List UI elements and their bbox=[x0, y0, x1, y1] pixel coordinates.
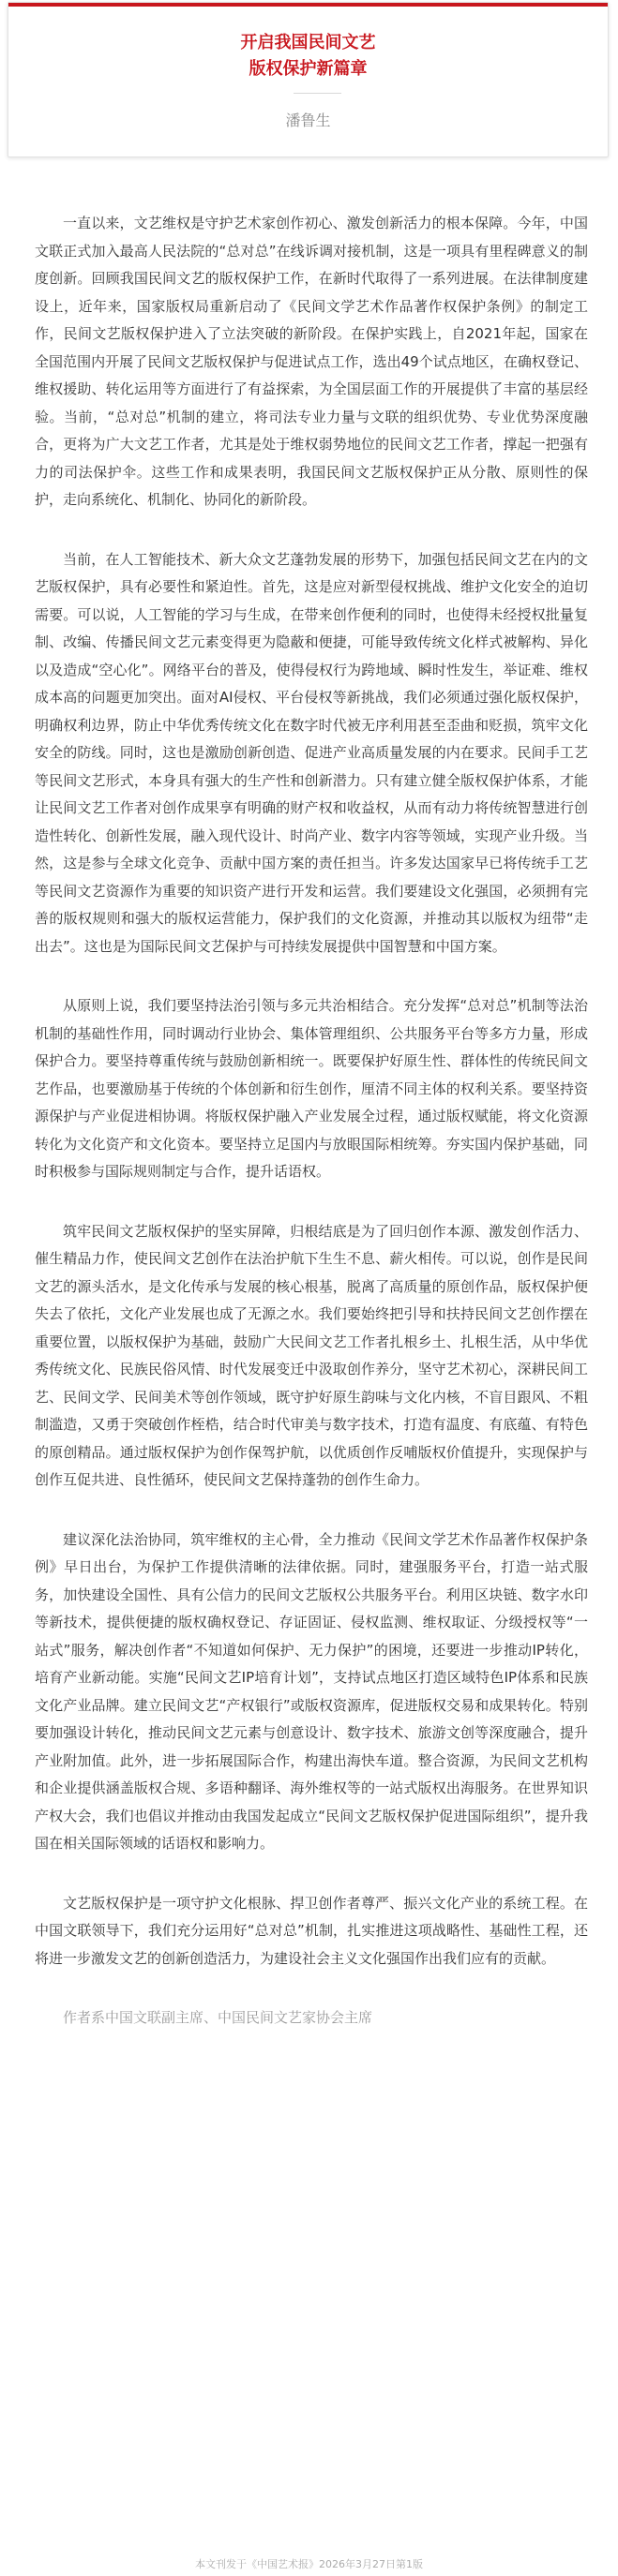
article-title-line-1: 开启我国民间文艺 bbox=[240, 33, 376, 52]
article-paragraph-6: 文艺版权保护是一项守护文化根脉、捍卫创作者尊严、振兴文化产业的系统工程。在中国文联领导下，我们充分运用好“总对总”机制，扎实推进这项战略性、基础性工程，还将进一步激发文艺的创新创造活力，为建设社会主义文化强国作出我们应有的贡献。 bbox=[35, 1894, 588, 1967]
header-accent-bar bbox=[8, 3, 608, 7]
article-body bbox=[35, 210, 588, 2064]
article-paragraph-3: 从原则上说，我们要坚持法治引领与多元共治相结合。充分发挥“总对总”机制等法治机制的基础性作用，同时调动行业协会、集体管理组织、公共服务平台等多方力量，形成保护合力。要坚持尊重传统与鼓励创新相统一。既要保护好原生性、群体性的传统民间文艺作品，也要激励基于传统的个体创新和衍生创作，厘清不同主体的权利关系。要坚持资源保护与产业促进相协调。将版权保护融入产业发展全过程，通过版权赋能，将文化资源转化为文化资产和文化资本。要坚持立足国内与放眼国际相统筹。夯实国内保护基础，同时积极参与国际规则制定与合作，提升话语权。 bbox=[35, 997, 588, 1180]
article-paragraph-4: 筑牢民间文艺版权保护的坚实屏障，归根结底是为了回归创作本源、激发创作活力、催生精品力作，使民间文艺创作在法治护航下生生不息、薪火相传。可以说，创作是民间文艺的源头活水，是文化传承与发展的核心根基，脱离了高质量的原创作品，版权保护便失去了依托，文化产业发展也成了无源之水。我们要始终把引导和扶持民间文艺创作摆在重要位置，以版权保护为基础，鼓励广大民间文艺工作者扎根乡土、扎根生活，从中华优秀传统文化、民族民俗风情、时代发展变迁中汲取创作养分，坚守艺术初心，深耕民间工艺、民间文学、民间美术等创作领域，既守护好原生韵味与文化内核，不盲目跟风、不粗制滥造，又勇于突破创作桎梏，结合时代审美与数字技术，打造有温度、有底蕴、有特色的原创精品。通过版权保护为创作保驾护航，以优质创作反哺版权价值提升，实现保护与创作互促共进、良性循环，使民间文艺保持蓬勃的创作生命力。 bbox=[35, 1222, 588, 1488]
article-paragraph-5: 建议深化法治协同，筑牢维权的主心骨，全力推动《民间文学艺术作品著作权保护条例》早日出台，为保护工作提供清晰的法律依据。同时，建强服务平台，打造一站式服务，加快建设全国性、具有公信力的民间文艺版权公共服务平台。利用区块链、数字水印等新技术，提供便捷的版权确权登记、存证固证、侵权监测、维权取证、分级授权等“一站式”服务，解决创作者“不知道如何保护、无力保护”的困境，还要进一步推动IP转化，培育产业新动能。实施“民间文艺IP培育计划”，支持试点地区打造区域特色IP体系和民族文化产业品牌。建立民间文艺“产权银行”或版权资源库，促进版权交易和成果转化。特别要加强设计转化，推动民间文艺元素与创意设计、数字技术、旅游文创等深度融合，提升产业附加值。此外，进一步拓展国际合作，构建出海快车道。整合资源，为民间文艺机构和企业提供涵盖版权合规、多语种翻译、海外维权等的一站式版权出海服务。在世界知识产权大会，我们也倡议并推动由我国发起成立“民间文艺版权保护促进国际组织”，提升我国在相关国际领域的话语权和影响力。 bbox=[35, 1530, 588, 1852]
article-paragraph-1: 一直以来，文艺维权是守护艺术家创作初心、激发创新活力的根本保障。今年，中国文联正式加入最高人民法院的“总对总”在线诉调对接机制，这是一项具有里程碑意义的制度创新。回顾我国民间文艺的版权保护工作，在新时代取得了一系列进展。在法律制度建设上，近年来，国家版权局重新启动了《民间文学艺术作品著作权保护条例》的制定工作，民间文艺版权保护进入了立法突破的新阶段。在保护实践上，自2021年起，国家在全国范围内开展了民间文艺版权保护与促进试点工作，选出49个试点地区，在确权登记、维权援助、转化运用等方面进行了有益探索，为全国层面工作的开展提供了丰富的基层经验。当前，“总对总”机制的建立，将司法专业力量与文联的组织优势、专业优势深度融合，更将为广大文艺工作者，尤其是处于维权弱势地位的民间文艺工作者，撑起一把强有力的司法保护伞。这些工作和成果表明，我国民间文艺版权保护正从分散、原则性的保护，走向系统化、机制化、协同化的新阶段。 bbox=[35, 215, 588, 508]
author-byline: 作者系中国文联副主席、中国民间文艺家协会主席 bbox=[63, 2009, 373, 2026]
article-header-card bbox=[8, 2, 609, 157]
source-note: 本文刊发于《中国艺术报》2026年3月27日第1版 bbox=[195, 2558, 423, 2570]
article-paragraph-2: 当前，在人工智能技术、新大众文艺蓬勃发展的形势下，加强包括民间文艺在内的文艺版权保护，具有必要性和紧迫性。首先，这是应对新型侵权挑战、维护文化安全的迫切需要。可以说，人工智能的学习与生成，在带来创作便利的同时，也使得未经授权批量复制、改编、传播民间文艺元素变得更为隐蔽和便捷，可能导致传统文化样式被解构、异化以及造成“空心化”。网络平台的普及，使得侵权行为跨地域、瞬时性发生，举证难、维权成本高的问题更加突出。面对AI侵权、平台侵权等新挑战，我们必须通过强化版权保护，明确权利边界，防止中华优秀传统文化在数字时代被无序利用甚至歪曲和贬损，筑牢文化安全的防线。同时，这也是激励创新创造、促进产业高质量发展的内在要求。民间手工艺等民间文艺形式，本身具有强大的生产性和创新潜力。只有建立健全版权保护体系，才能让民间文艺工作者对创作成果享有明确的财产权和收益权，从而有动力将传统智慧进行创造性转化、创新性发展，融入现代设计、时尚产业、数字内容等领域，实现产业升级。当然，这是参与全球文化竞争、贡献中国方案的责任担当。许多发达国家早已将传统手工艺等民间文艺资源作为重要的知识资产进行开发和运营。我们要建设文化强国，必须拥有完善的版权规则和强大的版权运营能力，保护我们的文化资源，并推动其以版权为纽带“走出去”。这也是为国际民间文艺保护与可持续发展提供中国智慧和中国方案。 bbox=[35, 550, 588, 955]
title-divider bbox=[294, 93, 341, 94]
article-author: 潘鲁生 bbox=[285, 112, 331, 129]
article-title-line-2: 版权保护新篇章 bbox=[249, 59, 368, 79]
